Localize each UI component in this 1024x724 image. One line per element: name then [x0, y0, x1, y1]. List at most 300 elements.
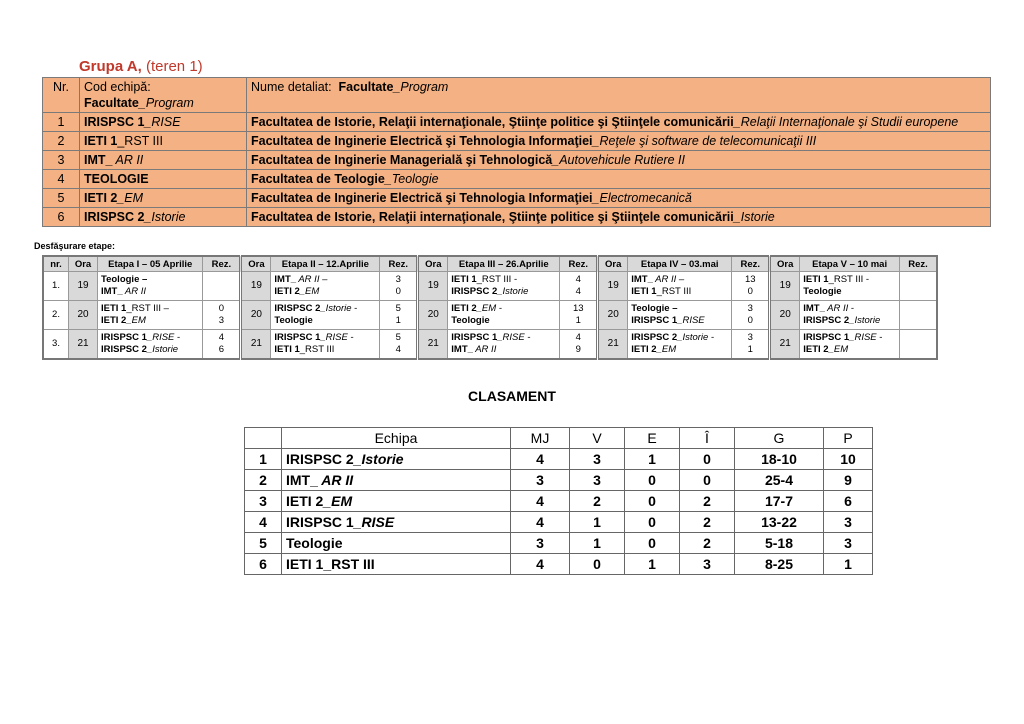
- match-team-away: [803, 315, 896, 327]
- team-code: [80, 189, 247, 208]
- ranking-mj: 3: [511, 533, 570, 554]
- match-team-home: [101, 274, 199, 286]
- ranking-header-cell: V: [570, 428, 625, 449]
- team-nr: 3: [43, 151, 80, 170]
- ranking-g: 13-22: [735, 512, 824, 533]
- match-team-away: [451, 344, 556, 356]
- team-nr: 4: [43, 170, 80, 189]
- match-teams: [271, 301, 380, 330]
- match-score: [900, 301, 938, 330]
- schedule-header-rez: Rez.: [900, 256, 938, 272]
- match-team-part: IETI 1: [274, 344, 300, 355]
- team-program: _Autovehicule Rutiere II: [552, 153, 685, 167]
- match-team-part: _RST III –: [126, 303, 169, 314]
- team-code-name: IMT_: [84, 153, 113, 167]
- ranking-title: CLASAMENT: [468, 388, 556, 404]
- team-code-suffix: AR II: [112, 153, 144, 167]
- ranking-mj: 4: [511, 491, 570, 512]
- ranking-p: 3: [824, 533, 873, 554]
- ranking-team: [282, 491, 511, 512]
- match-team-part: _Istorie: [677, 332, 709, 343]
- match-team-part: IETI 2: [631, 344, 657, 355]
- teams-header-nr: Nr.: [43, 78, 80, 113]
- match-team-part: IMT_: [451, 344, 473, 355]
- match-team-home: [631, 274, 728, 286]
- match-team-part: IRISPSC 1: [631, 315, 678, 326]
- team-row: [43, 189, 991, 208]
- match-team-part: AR II: [122, 286, 147, 297]
- ranking-i: 2: [680, 533, 735, 554]
- match-score-away: 0: [395, 286, 401, 297]
- match-team-part: Teologie –: [631, 303, 678, 314]
- match-teams: [628, 301, 732, 330]
- match-team-away: [274, 344, 376, 356]
- match-team-part: -: [347, 332, 354, 343]
- teams-table: [42, 77, 991, 227]
- schedule-header-rez: Rez.: [203, 256, 241, 272]
- match-teams: [800, 272, 900, 301]
- ranking-team: [282, 470, 511, 491]
- match-score: [380, 272, 418, 301]
- ranking-v: 1: [570, 533, 625, 554]
- schedule-header-ora: Ora: [241, 256, 271, 272]
- ranking-team-suffix: AR II: [317, 472, 354, 488]
- group-title-rest: (teren 1): [141, 58, 203, 75]
- ranking-row: [245, 533, 873, 554]
- match-team-part: _Istorie: [497, 286, 529, 297]
- team-full-name: [247, 170, 991, 189]
- match-team-away: [101, 286, 199, 298]
- match-team-part: IRISPSC 1: [274, 332, 321, 343]
- match-teams: [448, 272, 560, 301]
- match-team-part: _RISE: [497, 332, 525, 343]
- match-teams: [448, 301, 560, 330]
- ranking-position: 6: [245, 554, 282, 575]
- match-time: 20: [598, 301, 628, 330]
- ranking-mj: 4: [511, 449, 570, 470]
- match-score: [560, 301, 598, 330]
- match-score-away: 6: [218, 344, 225, 355]
- match-team-away: [451, 286, 556, 298]
- ranking-e: 0: [625, 491, 680, 512]
- ranking-g: 8-25: [735, 554, 824, 575]
- ranking-team: [282, 512, 511, 533]
- match-team-part: _RISE: [677, 315, 705, 326]
- match-score-home: 5: [395, 303, 401, 314]
- team-nr: 2: [43, 132, 80, 151]
- ranking-header-cell: E: [625, 428, 680, 449]
- match-team-home: [101, 303, 199, 315]
- ranking-team: [282, 533, 511, 554]
- team-code: [80, 151, 247, 170]
- ranking-g: 18-10: [735, 449, 824, 470]
- team-code-name: IETI 1: [84, 134, 118, 148]
- team-full-name: [247, 208, 991, 227]
- match-team-part: IETI 1: [101, 303, 127, 314]
- match-score: [203, 272, 241, 301]
- match-team-part: _RISE: [849, 332, 877, 343]
- ranking-i: 2: [680, 491, 735, 512]
- match-time: 21: [598, 330, 628, 360]
- match-team-part: -: [496, 303, 502, 314]
- teams-header-code-fac: Facultate: [84, 96, 139, 110]
- match-score: [732, 301, 770, 330]
- ranking-header-cell: Î: [680, 428, 735, 449]
- teams-header-full-prog: _Program: [393, 80, 449, 94]
- match-score: [732, 330, 770, 360]
- ranking-mj: 4: [511, 512, 570, 533]
- ranking-row: [245, 470, 873, 491]
- teams-header-full: [247, 78, 991, 113]
- match-team-home: [803, 303, 896, 315]
- team-faculty: Facultatea de Inginerie Electrică şi Tehnologia Informaţiei: [251, 191, 593, 205]
- schedule-header-stage: Etapa III – 26.Aprilie: [448, 256, 560, 272]
- match-team-part: IETI 1: [631, 286, 657, 297]
- team-code-suffix: _RISE: [144, 115, 181, 129]
- match-score-home: 13: [744, 274, 756, 285]
- match-team-part: _Istorie: [146, 344, 179, 355]
- team-program: _Istorie: [733, 210, 775, 224]
- match-team-home: [101, 332, 199, 344]
- match-team-part: IETI 2: [101, 315, 127, 326]
- match-team-part: Teologie: [803, 286, 842, 297]
- ranking-table: [244, 427, 873, 575]
- match-score-home: 0: [218, 303, 225, 314]
- ranking-team: [282, 554, 511, 575]
- match-team-part: _EM: [299, 286, 320, 297]
- team-program: _Reţele şi software de telecomunicaţii III: [592, 134, 817, 148]
- match-score: [203, 301, 241, 330]
- ranking-team-suffix: _Istorie: [353, 451, 404, 467]
- match-team-part: -: [174, 332, 181, 343]
- group-title: [79, 58, 203, 75]
- match-team-part: _RISE: [146, 332, 175, 343]
- match-team-part: _RST III: [656, 286, 692, 297]
- ranking-mj: 4: [511, 554, 570, 575]
- match-team-away: [101, 344, 199, 356]
- match-time: 20: [770, 301, 800, 330]
- ranking-team-name: IETI 2: [286, 493, 324, 509]
- match-teams: [271, 272, 380, 301]
- match-team-home: [631, 303, 728, 315]
- match-team-part: IETI 2: [803, 344, 829, 355]
- match-time: 19: [418, 272, 448, 301]
- ranking-row: [245, 554, 873, 575]
- schedule-header-rez: Rez.: [380, 256, 418, 272]
- match-team-part: _RST III: [299, 344, 335, 355]
- ranking-header-cell: P: [824, 428, 873, 449]
- match-team-away: [631, 286, 728, 298]
- team-code: [80, 113, 247, 132]
- match-team-home: [274, 303, 376, 315]
- match-score: [732, 272, 770, 301]
- team-full-name: [247, 151, 991, 170]
- match-score-home: 4: [575, 332, 581, 343]
- ranking-position: 5: [245, 533, 282, 554]
- ranking-team-suffix: _RISE: [353, 514, 395, 530]
- team-row: [43, 151, 991, 170]
- ranking-team-name: Teologie: [286, 535, 343, 551]
- match-teams: [628, 330, 732, 360]
- schedule-row: [43, 272, 937, 301]
- team-code-suffix: _Istorie: [144, 210, 186, 224]
- schedule-header-stage: Etapa I – 05 Aprilie: [98, 256, 203, 272]
- team-code-name: TEOLOGIE: [84, 172, 149, 186]
- ranking-team: [282, 449, 511, 470]
- team-nr: 1: [43, 113, 80, 132]
- ranking-v: 3: [570, 470, 625, 491]
- match-score-away: 4: [395, 344, 401, 355]
- match-teams: [448, 330, 560, 360]
- match-time: 21: [241, 330, 271, 360]
- match-team-part: IETI 2: [451, 303, 477, 314]
- match-time: 20: [241, 301, 271, 330]
- match-team-home: [803, 332, 896, 344]
- ranking-i: 2: [680, 512, 735, 533]
- schedule-table: [42, 255, 938, 360]
- match-teams: [628, 272, 732, 301]
- schedule-header-stage: Etapa V – 10 mai: [800, 256, 900, 272]
- team-program: _Electromecanică: [592, 191, 692, 205]
- ranking-e: 1: [625, 554, 680, 575]
- match-team-away: [631, 344, 728, 356]
- team-nr: 5: [43, 189, 80, 208]
- ranking-team-name: IMT_: [286, 472, 318, 488]
- match-team-part: -: [848, 303, 855, 314]
- team-faculty: Facultatea de Inginerie Managerială şi Tehnologică: [251, 153, 553, 167]
- schedule-row: [43, 330, 937, 360]
- match-team-part: AR II: [472, 344, 497, 355]
- team-code-suffix: _RST III: [117, 134, 163, 148]
- match-time: 21: [770, 330, 800, 360]
- match-score-home: 3: [395, 274, 401, 285]
- match-score: [560, 330, 598, 360]
- team-faculty: Facultatea de Teologie: [251, 172, 385, 186]
- match-team-part: IRISPSC 2: [274, 303, 321, 314]
- match-score-away: 1: [747, 344, 753, 355]
- match-team-part: Teologie: [451, 315, 490, 326]
- team-code: [80, 170, 247, 189]
- match-team-part: IMT_: [803, 303, 825, 314]
- schedule-header-rez: Rez.: [732, 256, 770, 272]
- match-time: 19: [770, 272, 800, 301]
- match-team-part: -: [351, 303, 358, 314]
- ranking-team-name: IRISPSC 1: [286, 514, 354, 530]
- match-score: [560, 272, 598, 301]
- match-teams: [800, 330, 900, 360]
- team-code: [80, 132, 247, 151]
- match-team-part: IRISPSC 2: [451, 286, 498, 297]
- match-teams: [98, 330, 203, 360]
- schedule-header-ora: Ora: [770, 256, 800, 272]
- teams-header-full-label: Nume detaliat:: [251, 80, 339, 94]
- ranking-v: 3: [570, 449, 625, 470]
- match-team-home: [451, 332, 556, 344]
- schedule-header-stage: Etapa II – 12.Aprilie: [271, 256, 380, 272]
- match-time: 19: [241, 272, 271, 301]
- match-team-part: IMT_: [101, 286, 123, 297]
- match-team-home: [274, 332, 376, 344]
- ranking-v: 0: [570, 554, 625, 575]
- match-time: 21: [418, 330, 448, 360]
- schedule-header-stage: Etapa IV – 03.mai: [628, 256, 732, 272]
- team-code: [80, 208, 247, 227]
- team-code-suffix: _EM: [117, 191, 144, 205]
- team-nr: 6: [43, 208, 80, 227]
- ranking-header-cell: [245, 428, 282, 449]
- match-time: 19: [598, 272, 628, 301]
- match-teams: [98, 272, 203, 301]
- match-team-part: Teologie –: [101, 274, 148, 285]
- schedule-label: Desfăşurare etape:: [34, 241, 116, 251]
- ranking-position: 1: [245, 449, 282, 470]
- ranking-header-cell: Echipa: [282, 428, 511, 449]
- match-team-away: [451, 315, 556, 327]
- match-team-part: AR II –: [296, 274, 328, 285]
- match-team-part: _EM: [126, 315, 146, 326]
- ranking-i: 0: [680, 470, 735, 491]
- match-time: 19: [69, 272, 98, 301]
- team-full-name: [247, 132, 991, 151]
- schedule-row-nr: 2.: [43, 301, 69, 330]
- ranking-e: 1: [625, 449, 680, 470]
- schedule-header-ora: Ora: [69, 256, 98, 272]
- match-team-part: _Istorie: [320, 303, 352, 314]
- ranking-p: 1: [824, 554, 873, 575]
- match-score-away: 9: [575, 344, 581, 355]
- match-team-part: _RST III -: [476, 274, 518, 285]
- match-time: 21: [69, 330, 98, 360]
- schedule-header-nr: nr.: [43, 256, 69, 272]
- match-team-part: -: [876, 332, 883, 343]
- ranking-team-name: IETI 1_RST III: [286, 556, 375, 572]
- match-team-home: [451, 303, 556, 315]
- match-team-part: IETI 1: [803, 274, 829, 285]
- ranking-e: 0: [625, 512, 680, 533]
- match-score-away: 0: [747, 315, 753, 326]
- team-code-name: IRISPSC 1: [84, 115, 145, 129]
- ranking-header-row: [245, 428, 873, 449]
- ranking-position: 4: [245, 512, 282, 533]
- match-team-home: [451, 274, 556, 286]
- match-team-part: IRISPSC 1: [101, 332, 147, 343]
- team-row: [43, 132, 991, 151]
- ranking-row: [245, 512, 873, 533]
- team-faculty: Facultatea de Inginerie Electrică şi Tehnologia Informaţiei: [251, 134, 593, 148]
- match-team-part: AR II –: [652, 274, 685, 285]
- ranking-row: [245, 491, 873, 512]
- match-team-away: [631, 315, 728, 327]
- match-team-part: _EM: [656, 344, 677, 355]
- match-team-part: _EM: [476, 303, 497, 314]
- ranking-v: 1: [570, 512, 625, 533]
- match-team-part: IRISPSC 2: [101, 344, 147, 355]
- match-team-part: IETI 2: [274, 286, 300, 297]
- ranking-e: 0: [625, 533, 680, 554]
- match-score-home: 4: [575, 274, 581, 285]
- schedule-row-nr: 3.: [43, 330, 69, 360]
- match-score-home: 4: [218, 332, 225, 343]
- match-team-part: _EM: [828, 344, 849, 355]
- teams-header-code-prog: _Program: [138, 96, 194, 110]
- match-team-home: [803, 274, 896, 286]
- match-time: 20: [69, 301, 98, 330]
- ranking-mj: 3: [511, 470, 570, 491]
- match-team-away: [101, 315, 199, 327]
- match-time: 20: [418, 301, 448, 330]
- schedule-header-row: [43, 256, 937, 272]
- match-team-part: _Istorie: [849, 315, 881, 326]
- ranking-header-cell: G: [735, 428, 824, 449]
- schedule-header-ora: Ora: [418, 256, 448, 272]
- ranking-p: 6: [824, 491, 873, 512]
- match-team-home: [274, 274, 376, 286]
- match-team-part: AR II: [824, 303, 849, 314]
- ranking-v: 2: [570, 491, 625, 512]
- teams-header-code: [80, 78, 247, 113]
- match-team-away: [803, 286, 896, 298]
- match-team-part: -: [708, 332, 715, 343]
- match-team-part: -: [524, 332, 531, 343]
- schedule-row: [43, 301, 937, 330]
- match-team-part: IMT_: [274, 274, 297, 285]
- match-score-home: 3: [747, 303, 753, 314]
- teams-header-code-line1: Cod echipă:: [84, 80, 151, 94]
- match-score: [900, 330, 938, 360]
- match-score-away: 4: [575, 286, 581, 297]
- match-teams: [271, 330, 380, 360]
- match-score: [380, 301, 418, 330]
- ranking-p: 9: [824, 470, 873, 491]
- match-team-away: [803, 344, 896, 356]
- team-faculty: Facultatea de Istorie, Relaţii internaţionale, Ştiinţe politice şi Ştiinţele comunicării: [251, 210, 734, 224]
- match-score: [380, 330, 418, 360]
- match-score-away: 3: [218, 315, 225, 326]
- match-team-part: IRISPSC 2: [631, 332, 678, 343]
- team-code-name: IRISPSC 2: [84, 210, 145, 224]
- match-teams: [98, 301, 203, 330]
- teams-header-row: [43, 78, 991, 113]
- match-teams: [800, 301, 900, 330]
- schedule-header-rez: Rez.: [560, 256, 598, 272]
- ranking-row: [245, 449, 873, 470]
- match-team-away: [274, 315, 376, 327]
- schedule-row-nr: 1.: [43, 272, 69, 301]
- ranking-g: 17-7: [735, 491, 824, 512]
- match-team-home: [631, 332, 728, 344]
- ranking-team-name: IRISPSC 2: [286, 451, 354, 467]
- ranking-e: 0: [625, 470, 680, 491]
- match-team-away: [274, 286, 376, 298]
- ranking-p: 10: [824, 449, 873, 470]
- ranking-position: 2: [245, 470, 282, 491]
- match-score-home: 5: [395, 332, 401, 343]
- teams-header-full-fac: Facultate: [338, 80, 394, 94]
- ranking-i: 3: [680, 554, 735, 575]
- team-code-name: IETI 2: [84, 191, 118, 205]
- match-team-part: IRISPSC 2: [803, 315, 850, 326]
- match-team-part: IRISPSC 1: [451, 332, 498, 343]
- team-full-name: [247, 189, 991, 208]
- team-row: [43, 208, 991, 227]
- match-team-part: _RISE: [320, 332, 348, 343]
- team-full-name: [247, 113, 991, 132]
- schedule-header-ora: Ora: [598, 256, 628, 272]
- ranking-header-cell: MJ: [511, 428, 570, 449]
- ranking-team-suffix: _EM: [323, 493, 353, 509]
- match-score-away: 1: [395, 315, 401, 326]
- match-team-part: IRISPSC 1: [803, 332, 850, 343]
